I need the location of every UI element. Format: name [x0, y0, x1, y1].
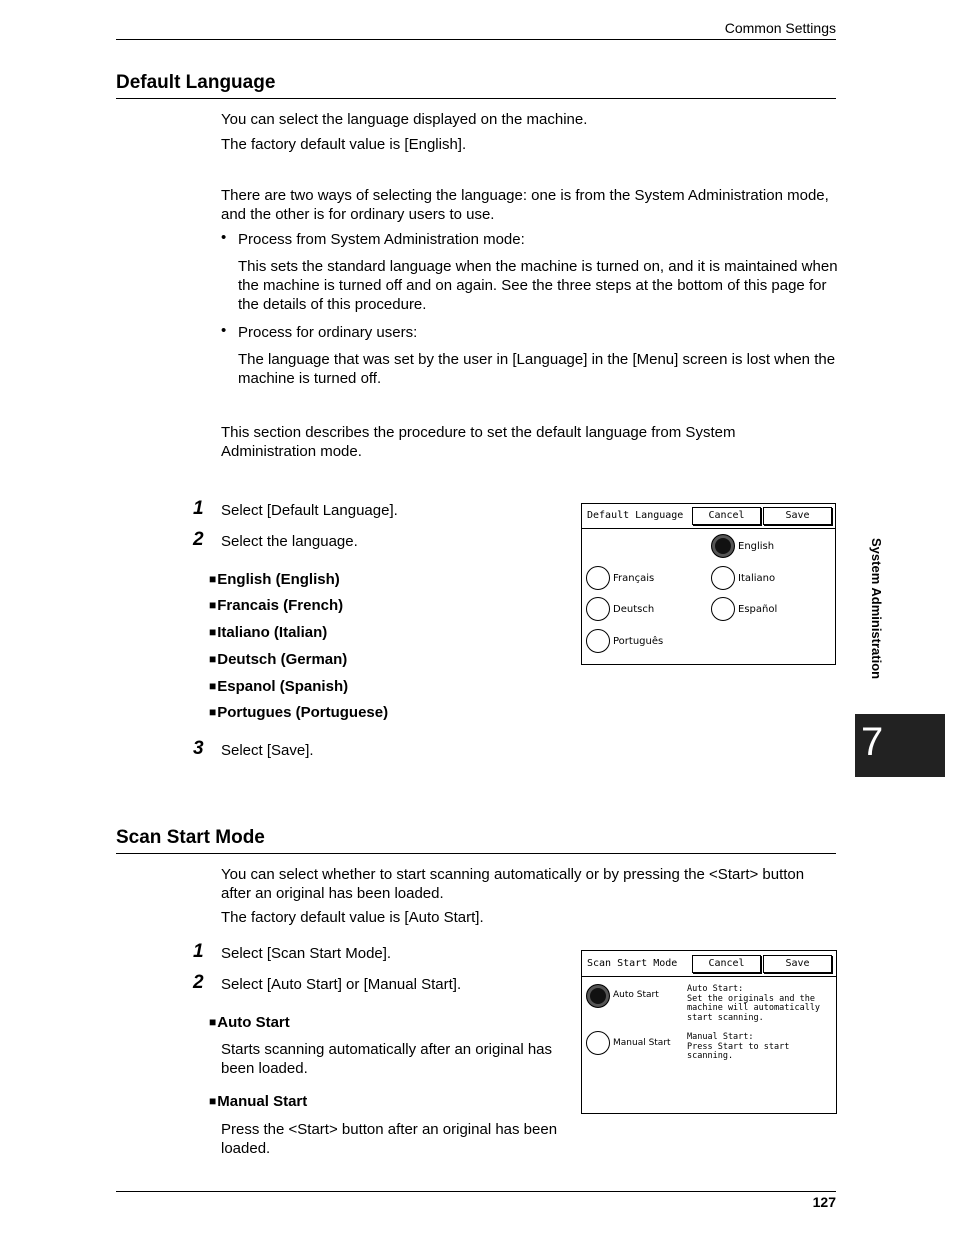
language-option: ■ Francais (French) [209, 597, 343, 614]
section-rule [116, 98, 836, 99]
paragraph: The factory default value is [English]. [221, 136, 467, 153]
paragraph: The language that was set by the user in [Language] in the [Menu] screen is lost when the machine is turned off. [238, 351, 836, 387]
screen-title: Scan Start Mode [587, 958, 678, 969]
radio-label: Auto Start [613, 990, 659, 1000]
help-line: machine will automatically [687, 1003, 821, 1013]
radio-manual-start[interactable] [586, 1031, 610, 1055]
step-number: 2 [193, 972, 204, 993]
radio-label: English [738, 541, 775, 552]
screen-title: Default Language [587, 510, 684, 521]
save-button[interactable]: Save [763, 955, 832, 973]
radio-espanol[interactable] [711, 597, 735, 621]
section-heading-default-language: Default Language [116, 72, 276, 93]
step-number: 3 [193, 738, 204, 759]
chapter-number: 7 [861, 720, 884, 764]
help-line: Auto Start: [687, 984, 744, 994]
option-description: Press the <Start> button after an original has been loaded. [221, 1121, 558, 1157]
radio-label: Italiano [738, 573, 776, 584]
language-option: ■ Deutsch (German) [209, 651, 347, 668]
language-option: ■ English (English) [209, 571, 340, 588]
help-line: Set the originals and the [687, 993, 815, 1004]
paragraph: There are two ways of selecting the language: one is from the System Administration mode, and the other is for ordinary users to use. [221, 187, 829, 223]
radio-label: Français [613, 573, 655, 584]
language-option: ■ Espanol (Spanish) [209, 678, 348, 695]
scan-start-mode-screen [581, 950, 837, 1114]
radio-label: Manual Start [613, 1038, 671, 1048]
language-option: ■ Portugues (Portuguese) [209, 704, 388, 721]
radio-label: Deutsch [613, 604, 655, 615]
language-option: ■ Italiano (Italian) [209, 624, 327, 641]
save-button[interactable]: Save [763, 507, 832, 525]
paragraph: You can select the language displayed on the machine. [221, 111, 588, 128]
radio-label: Português [613, 636, 664, 647]
section-rule [116, 853, 836, 854]
header-rule [116, 39, 836, 40]
step-number: 1 [193, 941, 204, 962]
option-description: Starts scanning automatically after an original has been loaded. [221, 1041, 553, 1077]
step-number: 1 [193, 498, 204, 519]
radio-francais[interactable] [586, 566, 610, 590]
paragraph: This section describes the procedure to set the default language from System Administration mode. [221, 424, 736, 460]
cancel-button[interactable]: Cancel [692, 507, 761, 525]
bullet-item: • Process from System Administration mode: [238, 230, 525, 249]
manual-start-help [687, 1033, 789, 1062]
section-heading-scan-start-mode: Scan Start Mode [116, 827, 265, 848]
bullet-item: • Process for ordinary users: [238, 323, 417, 342]
paragraph: This sets the standard language when the machine is turned on, and it is maintained when the machine is turned off and on again. See the three steps at the bottom of this page for the details of this procedure. [238, 258, 838, 313]
step-text: Select the language. [221, 533, 358, 550]
help-line: start scanning. [687, 1012, 764, 1023]
cancel-button[interactable]: Cancel [692, 955, 761, 973]
radio-italiano[interactable] [711, 566, 735, 590]
option-title: ■ Manual Start [209, 1093, 307, 1110]
default-language-screen [581, 503, 836, 665]
step-text: Select [Save]. [221, 742, 314, 759]
radio-label: Español [738, 604, 778, 615]
radio-deutsch[interactable] [586, 597, 610, 621]
step-text: Select [Auto Start] or [Manual Start]. [221, 976, 462, 993]
step-text: Select [Default Language]. [221, 502, 398, 519]
help-line: Press Start to start [687, 1041, 790, 1052]
footer-rule [116, 1191, 836, 1192]
screen-title-rule [582, 976, 836, 977]
radio-auto-start[interactable] [586, 984, 610, 1008]
running-header: Common Settings [724, 20, 836, 36]
help-line: scanning. [687, 1051, 734, 1061]
option-title: ■ Auto Start [209, 1014, 290, 1031]
step-text: Select [Scan Start Mode]. [221, 945, 392, 962]
page-number: 127 [812, 1194, 836, 1210]
help-line: Manual Start: [687, 1032, 754, 1042]
radio-english[interactable] [711, 534, 735, 558]
paragraph: The factory default value is [Auto Start]. [221, 909, 484, 926]
screen-title-rule [582, 528, 835, 529]
paragraph: You can select whether to start scanning automatically or by pressing the <Start> button after an original has been loaded. [221, 866, 805, 902]
side-tab-label: System Administration [869, 538, 884, 680]
radio-portugues[interactable] [586, 629, 610, 653]
chapter-tab [855, 714, 945, 777]
auto-start-help [687, 985, 820, 1023]
step-number: 2 [193, 529, 204, 550]
